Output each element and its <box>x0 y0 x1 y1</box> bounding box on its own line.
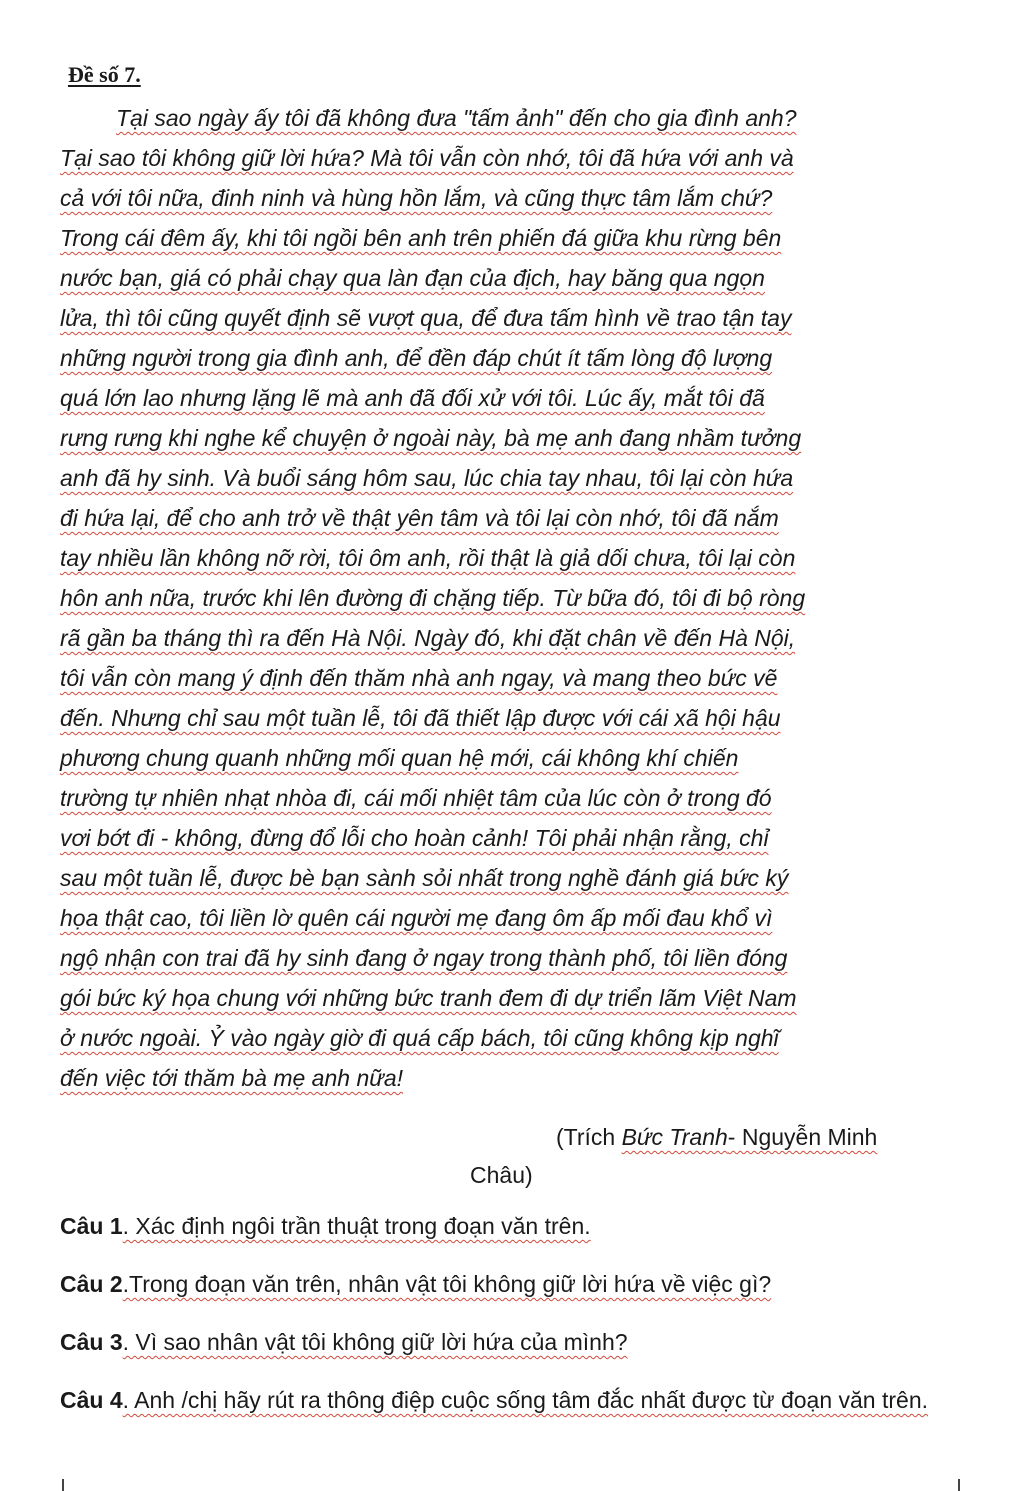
page-edge-mark-right <box>958 1479 960 1491</box>
question-text: . Xác định ngôi trần thuật trong đoạn văn trên. <box>122 1213 591 1239</box>
passage-line: cả với tôi nữa, đinh ninh và hùng hồn lắm, và cũng thực tâm lắm chứ? <box>60 185 773 211</box>
page-edge-mark-left <box>62 1479 64 1491</box>
passage-line: vơi bớt đi - không, đừng đổ lỗi cho hoàn cảnh! Tôi phải nhận rằng, chỉ <box>60 825 769 851</box>
question-text: .Trong đoạn văn trên, nhân vật tôi không giữ lời hứa về việc gì? <box>122 1271 772 1297</box>
reading-passage <box>60 98 945 1098</box>
source-citation <box>470 1118 930 1194</box>
question-3 <box>60 1324 950 1360</box>
passage-line: những người trong gia đình anh, để đền đáp chút ít tấm lòng độ lượng <box>60 345 773 371</box>
passage-line: phương chung quanh những mối quan hệ mới, cái không khí chiến <box>60 745 739 771</box>
citation-work-title: Bức Tranh <box>621 1124 728 1150</box>
citation-open: (Trích <box>556 1124 622 1150</box>
passage-line: Trong cái đêm ấy, khi tôi ngồi bên anh trên phiến đá giữa khu rừng bên <box>60 225 782 251</box>
passage-line: tôi vẫn còn mang ý định đến thăm nhà anh ngay, và mang theo bức vẽ <box>60 665 778 691</box>
passage-line: lửa, thì tôi cũng quyết định sẽ vượt qua, để đưa tấm hình về trao tận tay <box>60 305 792 331</box>
passage-line: đến. Nhưng chỉ sau một tuần lễ, tôi đã thiết lập được với cái xã hội hậu <box>60 705 781 731</box>
question-list <box>60 1208 950 1440</box>
question-2 <box>60 1266 950 1302</box>
passage-line: đi hứa lại, để cho anh trở về thật yên tâm và tôi lại còn nhớ, tôi đã nắm <box>60 505 779 531</box>
question-1 <box>60 1208 950 1244</box>
passage-line: Tại sao tôi không giữ lời hứa? Mà tôi vẫn còn nhớ, tôi đã hứa với anh và <box>60 145 794 171</box>
question-number: Câu 4 <box>60 1387 123 1413</box>
passage-line: trường tự nhiên nhạt nhòa đi, cái mối nhiệt tâm của lúc còn ở trong đó <box>60 785 772 811</box>
passage-line: họa thật cao, tôi liền lờ quên cái người mẹ đang ôm ấp mối đau khổ vì <box>60 905 773 931</box>
passage-line: gói bức ký họa chung với những bức tranh đem đi dự triển lãm Việt Nam <box>60 985 797 1011</box>
question-4 <box>60 1382 950 1418</box>
question-number: Câu 3 <box>60 1329 123 1355</box>
citation-author-end: Châu) <box>470 1162 533 1188</box>
passage-line: đến việc tới thăm bà mẹ anh nữa! <box>60 1065 404 1091</box>
passage-line: nước bạn, giá có phải chạy qua làn đạn của địch, hay băng qua ngọn <box>60 265 765 291</box>
passage-line: anh đã hy sinh. Và buổi sáng hôm sau, lúc chia tay nhau, tôi lại còn hứa <box>60 465 794 491</box>
passage-line: Tại sao ngày ấy tôi đã không đưa "tấm ảnh" đến cho gia đình anh? <box>116 105 797 131</box>
question-number: Câu 1 <box>60 1213 123 1239</box>
citation-line-1 <box>470 1118 930 1156</box>
passage-line: hôn anh nữa, trước khi lên đường đi chặng tiếp. Từ bữa đó, tôi đi bộ ròng <box>60 585 806 611</box>
citation-author: - Nguyễn Minh <box>727 1124 878 1150</box>
question-text: . Anh /chị hãy rút ra thông điệp cuộc sống tâm đắc nhất được từ đoạn văn trên. <box>122 1387 928 1413</box>
exam-title: Đề số 7. <box>68 62 141 87</box>
passage-line: rã gần ba tháng thì ra đến Hà Nội. Ngày đó, khi đặt chân về đến Hà Nội, <box>60 625 796 651</box>
passage-line: rưng rưng khi nghe kể chuyện ở ngoài này, bà mẹ anh đang nhầm tưởng <box>60 425 802 451</box>
question-text: . Vì sao nhân vật tôi không giữ lời hứa của mình? <box>122 1329 628 1355</box>
question-number: Câu 2 <box>60 1271 123 1297</box>
passage-line: quá lớn lao nhưng lặng lẽ mà anh đã đối xử với tôi. Lúc ấy, mắt tôi đã <box>60 385 765 411</box>
passage-line: ở nước ngoài. Ỷ vào ngày giờ đi quá cấp bách, tôi cũng không kịp nghĩ <box>60 1025 779 1051</box>
passage-line: tay nhiều lần không nỡ rời, tôi ôm anh, rồi thật là giả dối chưa, tôi lại còn <box>60 545 796 571</box>
passage-line: sau một tuần lễ, được bè bạn sành sỏi nhất trong nghề đánh giá bức ký <box>60 865 789 891</box>
passage-line: ngộ nhận con trai đã hy sinh đang ở ngay trong thành phố, tôi liền đóng <box>60 945 788 971</box>
